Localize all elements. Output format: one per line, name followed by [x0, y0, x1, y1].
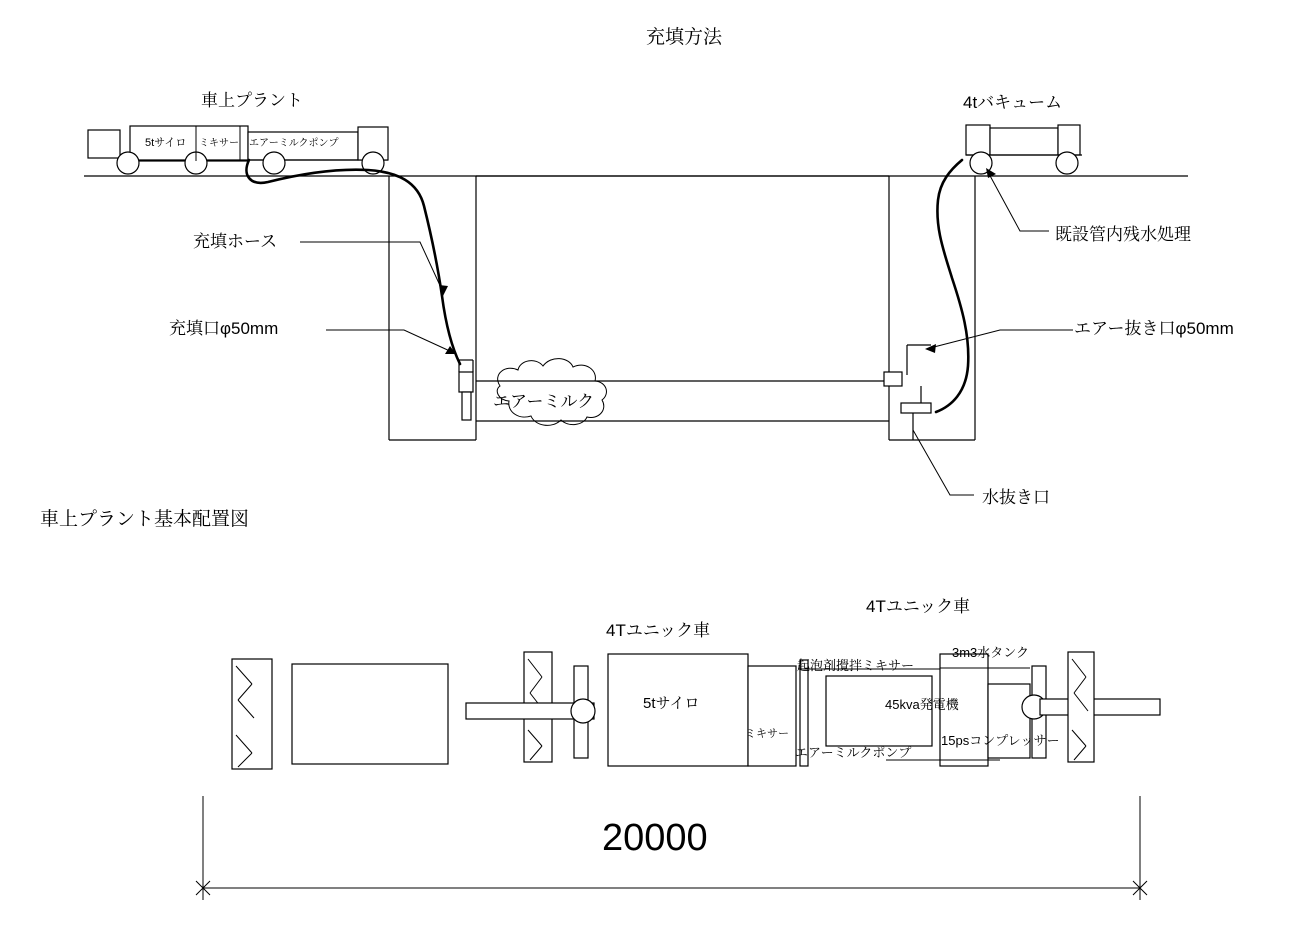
label-fill-port: 充填口φ50mm	[169, 319, 279, 338]
air-vent-fitting	[884, 345, 931, 440]
label-air-vent: エアー抜き口φ50mm	[1074, 319, 1234, 338]
fill-hose-line	[246, 160, 460, 364]
label-foaming-mixer: 起泡剤攪拌ミキサー	[797, 658, 915, 673]
label-air-milk-pump-top: エアーミルクポンプ	[249, 138, 339, 149]
vacuum-hose-line	[936, 160, 968, 412]
label-air-milk-pump-bottom: エアーミルクポンプ	[795, 745, 912, 760]
plant-truck	[88, 126, 388, 174]
label-mixer-bottom: ミキサー	[745, 728, 789, 740]
label-overall-dimension: 20000	[602, 817, 708, 859]
label-fill-hose: 充填ホース	[193, 232, 278, 251]
label-plant-vehicle: 車上プラント	[201, 91, 303, 110]
label-silo-bottom: 5tサイロ	[643, 695, 700, 712]
label-unic-truck-right: 4Tユニック車	[866, 597, 971, 616]
label-silo-top: 5tサイロ	[145, 137, 187, 149]
page-title: 充填方法	[646, 27, 723, 48]
label-vacuum-truck: 4tバキューム	[963, 93, 1063, 112]
label-unic-truck-left: 4Tユニック車	[606, 621, 711, 640]
label-drain-port: 水抜き口	[982, 488, 1050, 507]
section-title: 車上プラント基本配置図	[40, 509, 250, 530]
leader-lines-top	[300, 168, 1073, 495]
trench-outline	[389, 176, 975, 440]
label-compressor: 15psコンプレッサー	[941, 733, 1060, 748]
label-residual-water: 既設管内残水処理	[1055, 225, 1191, 244]
fill-port-fitting	[459, 360, 473, 420]
label-water-tank: 3m3水タンク	[952, 645, 1030, 660]
label-mixer-top: ミキサー	[199, 138, 239, 149]
label-generator: 45kva発電機	[885, 697, 959, 712]
vacuum-truck	[966, 125, 1082, 174]
label-air-milk: エアーミルク	[493, 392, 595, 411]
